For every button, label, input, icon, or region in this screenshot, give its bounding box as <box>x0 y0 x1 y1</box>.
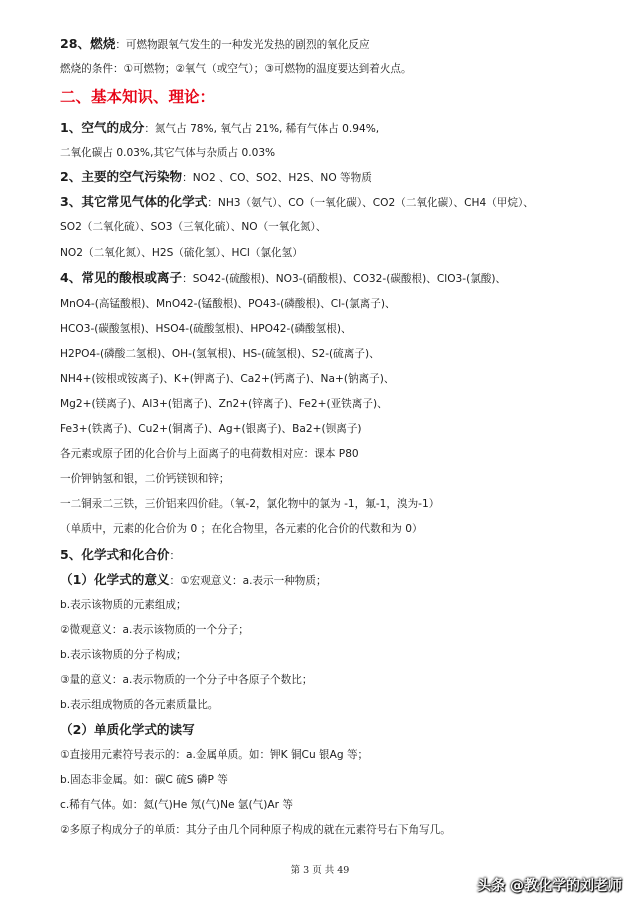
line-air-composition-cont: 二氧化碳占 0.03%,其它气体与杂质占 0.03% <box>60 147 276 159</box>
line-acid-radicals: 4、常见的酸根或离子：SO42-(硫酸根)、NO3-(硝酸根)、CO32-(碳酸根)、ClO3-(氯酸)、 <box>60 270 507 285</box>
line-meaning-b2: b.表示该物质的分子构成； <box>60 649 187 661</box>
line-polyatomic-elements: ②多原子构成分子的单质：其分子由几个同种原子构成的就在元素符号右下角写几。 <box>60 824 451 836</box>
line-formula-valence-heading: 5、化学式和化合价： <box>60 547 181 562</box>
line-formula-meaning: （1）化学式的意义：①宏观意义：a.表示一种物质； <box>60 572 327 587</box>
line-quantity-meaning: ③量的意义：a.表示物质的一个分子中各原子个数比； <box>60 674 313 686</box>
line-micro-meaning: ②微观意义：a.表示该物质的一个分子； <box>60 624 249 636</box>
line-common-gases: 3、其它常见气体的化学式：NH3（氨气）、CO（一氧化碳）、CO2（二氧化碳）、CH4（甲烷）、 <box>60 194 534 209</box>
line-noble-gases: c.稀有气体。如：氦(气)He 氖(气)Ne 氩(气)Ar 等 <box>60 799 293 811</box>
line-ions-3: HCO3-(碳酸氢根)、HSO4-(硫酸氢根)、HPO42-(磷酸氢根)、 <box>60 323 352 335</box>
line-element-symbols: ①直接用元素符号表示的：a.金属单质。如：钾K 铜Cu 银Ag 等； <box>60 749 369 761</box>
line-common-gases-2: SO2（二氧化硫）、SO3（三氧化硫）、NO（一氧化氮）、 <box>60 221 327 233</box>
line-valence-rule: （单质中，元素的化合价为 0 ；在化合物里，各元素的化合价的代数和为 0） <box>60 523 423 535</box>
line-element-formula-heading: （2）单质化学式的读写 <box>60 722 195 737</box>
line-air-composition: 1、空气的成分：氮气占 78%, 氧气占 21%, 稀有气体占 0.94%, <box>60 120 380 135</box>
term-combustion: 28、燃烧 <box>60 36 116 51</box>
line-ions-7: Fe3+(铁离子)、Cu2+(铜离子)、Ag+(银离子)、Ba2+(钡离子) <box>60 423 362 435</box>
section-heading-basic-knowledge: 二、基本知识、理论： <box>60 88 216 106</box>
watermark: 头条 @教化学的刘老师 <box>477 878 622 894</box>
line-ions-5: NH4+(铵根或铵离子)、K+(钾离子)、Ca2+(钙离子)、Na+(钠离子)、 <box>60 373 395 385</box>
line-ions-6: Mg2+(镁离子)、Al3+(铝离子)、Zn2+(锌离子)、Fe2+(亚铁离子)、 <box>60 398 388 410</box>
line-air-pollutants: 2、主要的空气污染物：NO2 、CO、SO2、H2S、NO 等物质 <box>60 169 372 184</box>
line-meaning-b1: b.表示该物质的元素组成； <box>60 599 187 611</box>
line-meaning-b3: b.表示组成物质的各元素质量比。 <box>60 699 219 711</box>
line-ions-4: H2PO4-(磷酸二氢根)、OH-(氢氧根)、HS-(硫氢根)、S2-(硫离子)、 <box>60 348 380 360</box>
page-number: 第 3 页 共 49 <box>290 865 350 876</box>
line-valence-rhyme-2: 一二铜汞二三铁，三价铝来四价硅。（氧-2，氯化物中的氯为 -1，氟-1，溴为-1） <box>60 498 440 510</box>
line-combustion-conditions: 燃烧的条件：①可燃物；②氧气（或空气）；③可燃物的温度要达到着火点。 <box>60 63 412 75</box>
line-common-gases-3: NO2（二氧化氮）、H2S（硫化氢）、HCl（氯化氢） <box>60 247 303 259</box>
line-solid-nonmetals: b.固态非金属。如：碳C 硫S 磷P 等 <box>60 774 228 786</box>
line-ions-2: MnO4-(高锰酸根)、MnO42-(锰酸根)、PO43-(磷酸根)、Cl-(氯离子)、 <box>60 298 396 310</box>
line-valence-note: 各元素或原子团的化合价与上面离子的电荷数相对应：课本 P80 <box>60 448 359 460</box>
line-combustion-definition: 28、燃烧：可燃物跟氧气发生的一种发光发热的剧烈的氧化反应 <box>60 36 370 51</box>
line-valence-rhyme-1: 一价钾钠氢和银，二价钙镁钡和锌； <box>60 473 230 485</box>
